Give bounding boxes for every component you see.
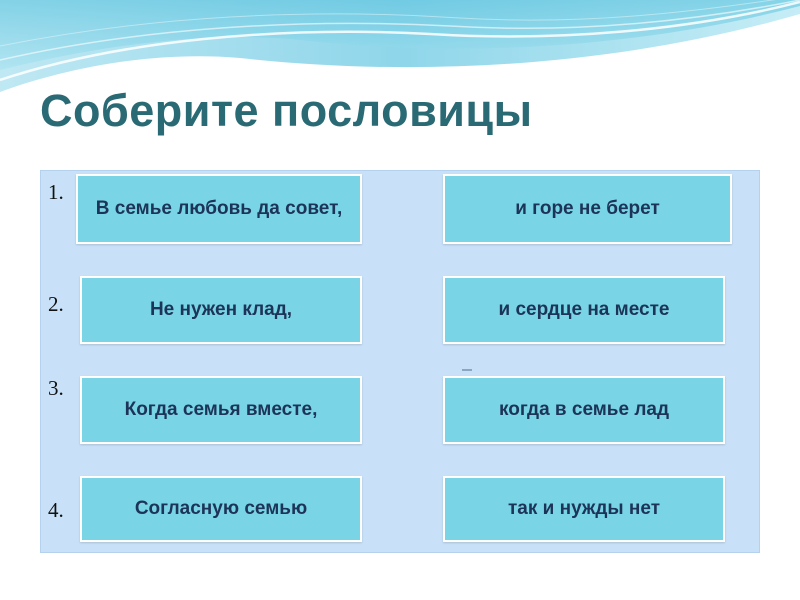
left-card-3[interactable]: Когда семья вместе, bbox=[80, 376, 362, 444]
right-card-2[interactable]: и сердце на месте bbox=[443, 276, 725, 344]
right-card-3[interactable]: когда в семье лад bbox=[443, 376, 725, 444]
left-card-2[interactable]: Не нужен клад, bbox=[80, 276, 362, 344]
row-number-4: 4. bbox=[48, 498, 64, 522]
small-dash-mark bbox=[462, 369, 472, 371]
right-card-4[interactable]: так и нужды нет bbox=[443, 476, 725, 542]
row-number-2: 2. bbox=[48, 292, 64, 316]
row-number-3: 3. bbox=[48, 376, 64, 400]
left-card-4[interactable]: Согласную семью bbox=[80, 476, 362, 542]
right-card-1[interactable]: и горе не берет bbox=[443, 174, 732, 244]
page-title: Соберите пословицы bbox=[40, 85, 533, 136]
row-number-1: 1. bbox=[48, 180, 64, 204]
left-card-1[interactable]: В семье любовь да совет, bbox=[76, 174, 362, 244]
